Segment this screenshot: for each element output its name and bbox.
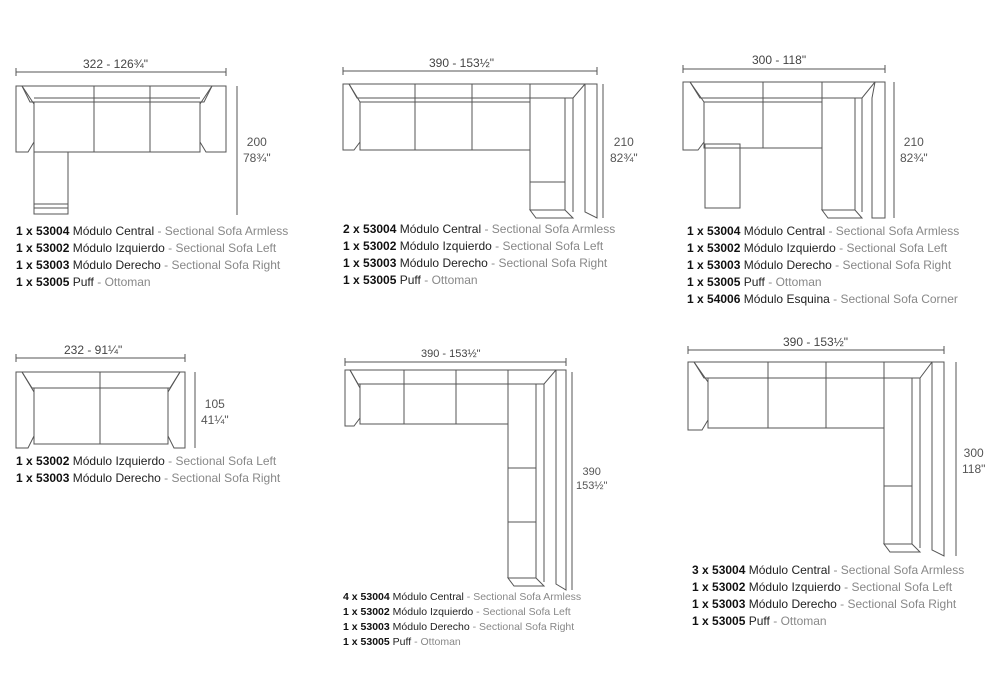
depth-in: 78¾"	[243, 151, 271, 165]
module-code: 53003	[712, 597, 746, 611]
module-name: Módulo Derecho	[748, 597, 837, 611]
module-row	[16, 240, 288, 257]
config-1-depth-label	[243, 134, 271, 166]
module-separator: -	[160, 258, 172, 272]
module-code: 53004	[712, 563, 746, 577]
module-code: 53005	[707, 275, 741, 289]
module-code: 53002	[360, 606, 390, 618]
module-quantity: 1 x	[343, 273, 360, 287]
module-separator: -	[411, 636, 421, 648]
depth-in: 118"	[962, 462, 986, 476]
module-english-name: Sectional Sofa Right	[498, 256, 608, 270]
module-separator: -	[463, 591, 474, 603]
module-name: Módulo Central	[72, 224, 155, 238]
module-name: Puff	[72, 275, 94, 289]
module-code: 53004	[363, 222, 397, 236]
config-5-drawing	[345, 358, 572, 590]
module-english-name: Sectional Sofa Armless	[840, 563, 965, 577]
depth-cm: 200	[246, 135, 267, 149]
module-quantity: 1 x	[343, 636, 358, 648]
module-separator: -	[93, 275, 105, 289]
module-english-name: Sectional Sofa Right	[171, 258, 281, 272]
module-quantity: 1 x	[687, 258, 704, 272]
module-quantity: 1 x	[692, 614, 709, 628]
module-english-name: Sectional Sofa Right	[842, 258, 952, 272]
module-code: 53002	[712, 580, 746, 594]
module-name: Puff	[392, 636, 412, 648]
module-code: 53005	[360, 636, 390, 648]
module-row	[16, 223, 288, 240]
sofa-plan	[345, 370, 566, 590]
module-quantity: 4 x	[343, 591, 358, 603]
module-name: Módulo Izquierdo	[748, 580, 841, 594]
module-row	[343, 605, 581, 620]
module-code: 53002	[36, 241, 70, 255]
module-name: Módulo Izquierdo	[72, 454, 165, 468]
module-code: 53005	[363, 273, 397, 287]
config-2-drawing	[343, 67, 603, 218]
module-row	[16, 470, 280, 487]
module-english-name: Sectional Sofa Left	[846, 241, 948, 255]
module-row	[687, 257, 959, 274]
module-english-name: Ottoman	[780, 614, 827, 628]
module-separator: -	[473, 606, 483, 618]
module-code: 53005	[712, 614, 746, 628]
module-quantity: 1 x	[343, 621, 358, 633]
config-4-module-list	[16, 453, 280, 487]
module-row	[343, 238, 615, 255]
ottoman-module	[34, 152, 68, 214]
config-3-depth-label	[900, 134, 928, 166]
module-row	[687, 240, 959, 257]
module-separator: -	[769, 614, 781, 628]
module-quantity: 1 x	[687, 241, 704, 255]
config-6-module-list	[692, 562, 964, 630]
sofa-plan	[16, 86, 226, 214]
module-english-name: Sectional Sofa Right	[171, 471, 281, 485]
module-row	[16, 274, 288, 291]
config-1-module-list	[16, 223, 288, 291]
module-row	[687, 274, 959, 291]
module-code: 53002	[36, 454, 70, 468]
module-english-name: Sectional Sofa Left	[482, 606, 571, 618]
depth-cm: 210	[613, 135, 634, 149]
module-separator: -	[491, 239, 503, 253]
config-6-depth-label	[962, 445, 985, 477]
module-row	[687, 223, 959, 240]
module-separator: -	[164, 241, 176, 255]
module-code: 53003	[363, 256, 397, 270]
depth-cm: 210	[903, 135, 924, 149]
module-name: Módulo Central	[399, 222, 482, 236]
module-separator: -	[830, 563, 841, 577]
module-name: Puff	[399, 273, 421, 287]
module-english-name: Sectional Sofa Armless	[491, 222, 616, 236]
config-2-width-label: 390 - 153½"	[429, 56, 494, 70]
module-separator: -	[764, 275, 776, 289]
depth-cm: 300	[963, 446, 984, 460]
config-4-drawing	[16, 354, 195, 448]
module-code: 53004	[360, 591, 390, 603]
module-row	[692, 562, 964, 579]
module-separator: -	[829, 292, 841, 306]
module-name: Módulo Derecho	[743, 258, 832, 272]
module-english-name: Sectional Sofa Right	[479, 621, 575, 633]
module-name: Módulo Derecho	[72, 471, 161, 485]
depth-cm: 390	[582, 466, 601, 478]
module-quantity: 1 x	[343, 606, 358, 618]
module-quantity: 1 x	[692, 580, 709, 594]
module-quantity: 1 x	[16, 454, 33, 468]
module-name: Puff	[743, 275, 765, 289]
module-name: Módulo Derecho	[392, 621, 470, 633]
module-code: 53002	[363, 239, 397, 253]
module-separator: -	[420, 273, 432, 287]
module-code: 53003	[707, 258, 741, 272]
config-1-width-label: 322 - 126¾"	[83, 57, 148, 71]
depth-in: 82¾"	[610, 151, 638, 165]
config-2-module-list	[343, 221, 615, 289]
module-row	[343, 272, 615, 289]
sofa-plan	[16, 372, 185, 448]
module-english-name: Ottoman	[104, 275, 151, 289]
module-english-name: Sectional Sofa Left	[502, 239, 604, 253]
module-english-name: Sectional Sofa Armless	[164, 224, 289, 238]
module-quantity: 1 x	[16, 258, 33, 272]
module-separator: -	[840, 580, 852, 594]
depth-in: 82¾"	[900, 151, 928, 165]
config-1-drawing	[16, 68, 237, 215]
module-separator: -	[835, 241, 847, 255]
module-row	[343, 590, 581, 605]
module-row	[16, 257, 288, 274]
config-5-depth-label	[576, 465, 607, 493]
module-name: Puff	[748, 614, 770, 628]
module-english-name: Sectional Sofa Left	[175, 454, 277, 468]
module-quantity: 1 x	[16, 241, 33, 255]
module-row	[16, 453, 280, 470]
module-row	[692, 596, 964, 613]
module-english-name: Ottoman	[431, 273, 478, 287]
config-4-depth-label	[201, 396, 229, 428]
module-code: 53003	[36, 471, 70, 485]
depth-in: 41¼"	[201, 413, 229, 427]
config-6-drawing	[688, 346, 956, 556]
module-separator: -	[487, 256, 499, 270]
module-quantity: 2 x	[343, 222, 360, 236]
module-separator: -	[831, 258, 843, 272]
module-name: Módulo Izquierdo	[743, 241, 836, 255]
module-name: Módulo Esquina	[743, 292, 830, 306]
module-separator: -	[154, 224, 165, 238]
config-2-depth-label	[610, 134, 638, 166]
module-quantity: 1 x	[687, 292, 704, 306]
module-quantity: 1 x	[343, 239, 360, 253]
depth-cm: 105	[204, 397, 225, 411]
module-separator: -	[164, 454, 176, 468]
sofa-plan	[343, 84, 597, 218]
module-english-name: Ottoman	[775, 275, 822, 289]
module-code: 53003	[360, 621, 390, 633]
module-quantity: 1 x	[16, 471, 33, 485]
module-english-name: Ottoman	[420, 636, 461, 648]
module-name: Módulo Central	[392, 591, 464, 603]
module-quantity: 1 x	[687, 224, 704, 238]
depth-in: 153½"	[576, 480, 608, 492]
config-3-module-list	[687, 223, 959, 308]
config-3-drawing	[683, 65, 894, 218]
config-5-width-label: 390 - 153½"	[421, 348, 481, 360]
module-row	[692, 579, 964, 596]
module-english-name: Sectional Sofa Left	[851, 580, 953, 594]
module-separator: -	[469, 621, 480, 633]
module-english-name: Sectional Sofa Corner	[840, 292, 958, 306]
module-name: Módulo Derecho	[399, 256, 488, 270]
module-row	[343, 635, 581, 650]
module-english-name: Sectional Sofa Right	[847, 597, 957, 611]
module-english-name: Sectional Sofa Armless	[835, 224, 960, 238]
module-name: Módulo Izquierdo	[399, 239, 492, 253]
module-name: Módulo Izquierdo	[72, 241, 165, 255]
module-quantity: 1 x	[343, 256, 360, 270]
module-english-name: Sectional Sofa Left	[175, 241, 277, 255]
module-code: 53003	[36, 258, 70, 272]
module-row	[687, 291, 959, 308]
module-quantity: 1 x	[16, 224, 33, 238]
module-separator: -	[825, 224, 836, 238]
module-code: 53004	[36, 224, 70, 238]
module-row	[343, 221, 615, 238]
ottoman-module	[705, 144, 740, 208]
module-code: 53004	[707, 224, 741, 238]
sofa-plan	[688, 362, 944, 556]
module-name: Módulo Central	[743, 224, 826, 238]
module-quantity: 3 x	[692, 563, 709, 577]
module-row	[692, 613, 964, 630]
module-name: Módulo Izquierdo	[392, 606, 474, 618]
module-name: Módulo Derecho	[72, 258, 161, 272]
module-name: Módulo Central	[748, 563, 831, 577]
module-english-name: Sectional Sofa Armless	[473, 591, 582, 603]
module-code: 53005	[36, 275, 70, 289]
module-code: 54006	[707, 292, 741, 306]
module-quantity: 1 x	[692, 597, 709, 611]
config-6-width-label: 390 - 153½"	[783, 335, 848, 349]
module-separator: -	[836, 597, 848, 611]
module-code: 53002	[707, 241, 741, 255]
module-row	[343, 620, 581, 635]
module-quantity: 1 x	[16, 275, 33, 289]
config-5-module-list	[343, 590, 581, 650]
sofa-plan	[683, 82, 885, 218]
module-quantity: 1 x	[687, 275, 704, 289]
config-3-width-label: 300 - 118"	[752, 53, 807, 67]
module-row	[343, 255, 615, 272]
config-4-width-label: 232 - 91¼"	[64, 343, 123, 357]
module-separator: -	[481, 222, 492, 236]
module-separator: -	[160, 471, 172, 485]
